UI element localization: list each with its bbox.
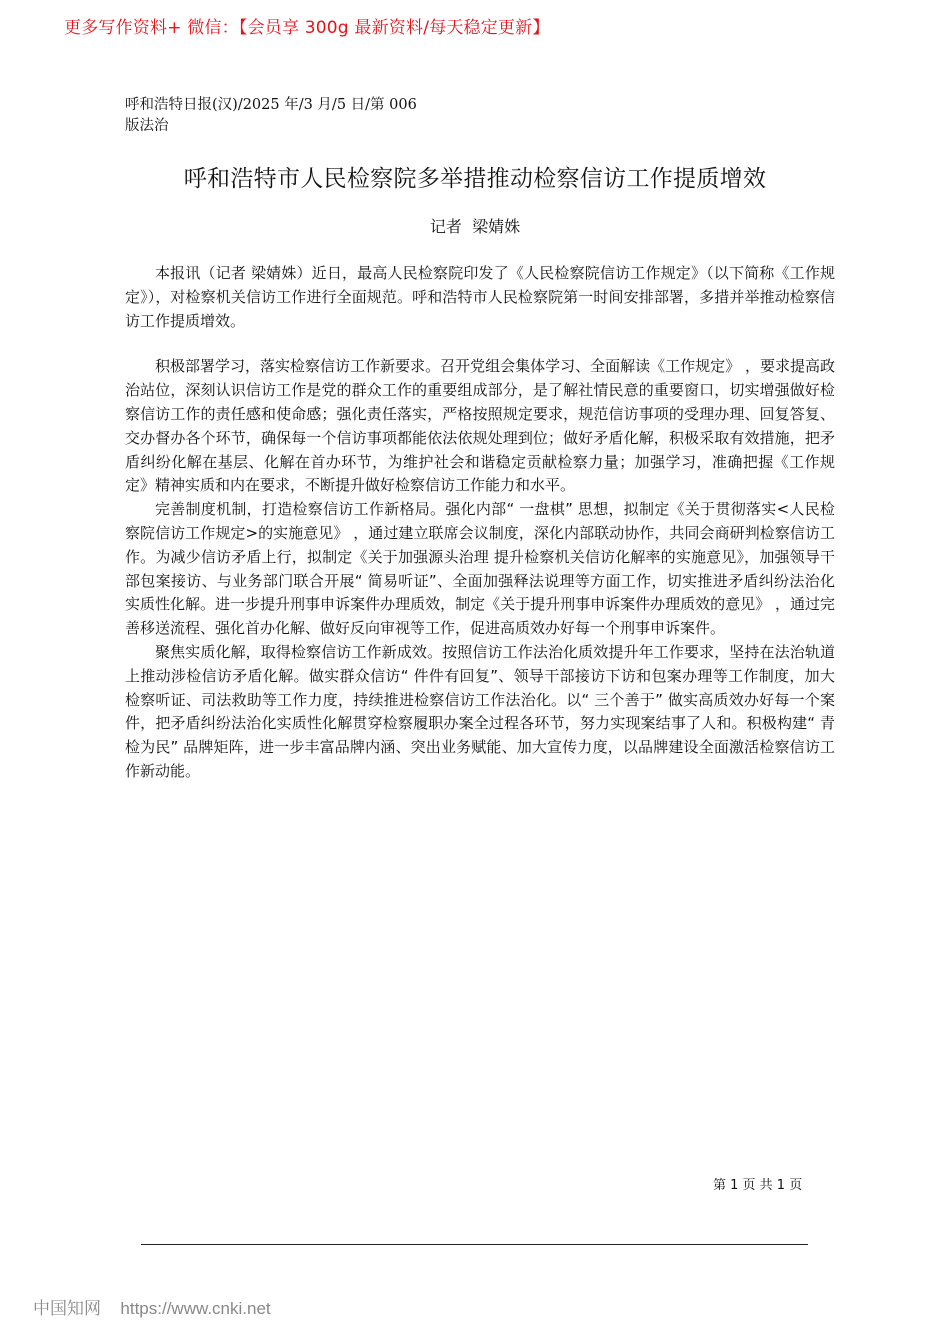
article-title: 呼和浩特市人民检察院多举措推动检察信访工作提质增效 [183,166,767,192]
cnki-watermark [33,1294,271,1319]
watermark-name: 中国知网 [33,1299,101,1319]
article-paragraph: 积极部署学习，落实检察信访工作新要求。召开党组会集体学习、全面解读《工作规定》 ，要求提高政治站位，深刻认识信访工作是党的群众工作的重要组成部分，是了解社情民意的重要窗口，切实增强做好检察信访工作的责任感和使命感；强化责任落实，严格按照规定要求，规范信访事项的受理办理、回复答复、交办督办各个环节，确保每一个信访事项都能依法依规处理到位；做好矛盾化解，积极采取有效措施，把矛盾纠纷化解在基层、化解在首办环节，为维护社会和谐稳定贡献检察力量；加强学习，准确把握《工作规定》精神实质和内在要求，不断提升做好检察信访工作能力和水平。 [125,357,835,495]
source-line-1: 呼和浩特日报(汉)/2025 年/3 月/5 日/第 006 [125,97,417,113]
promo-banner: 更多写作资料+ 微信：【会员享 300g 最新资料/每天稳定更新】 [64,18,550,38]
watermark-url: https://www.cnki.net [120,1299,271,1318]
article-byline: 记者 梁婧姝 [429,217,521,236]
article-body [125,262,835,784]
source-line-2: 版法治 [125,118,169,134]
page-counter: 第 1 页 共 1 页 [713,1178,803,1193]
article-paragraph: 聚焦实质化解，取得检察信访工作新成效。按照信访工作法治化质效提升年工作要求，坚持在法治轨道上推动涉检信访矛盾化解。做实群众信访“ 件件有回复”、领导干部接访下访和包案办理等工作制度，加大检察听证、司法救助等工作力度，持续推进检察信访工作法治化。以“ 三个善于” 做实高质效办好每一个案件，把矛盾纠纷法治化实质性化解贯穿检察履职办案全过程各环节，努力实现案结事了人和。积极构建“ 青检为民” 品牌矩阵，进一步丰富品牌内涵、突出业务赋能、加大宣传力度，以品牌建设全面激活检察信访工作新动能。 [125,642,835,780]
article-paragraph: 完善制度机制，打造检察信访工作新格局。强化内部“ 一盘棋” 思想，拟制定《关于贯彻落实<人民检察院信访工作规定>的实施意见》 ，通过建立联席会议制度，深化内部联动协作，共同会商研判检察信访工作。为减少信访矛盾上行，拟制定《关于加强源头治理 提升检察机关信访化解率的实施意见》，加强领导干部包案接访、与业务部门联合开展“ 简易听证”、全面加强释法说理等方面工作，切实推进矛盾纠纷法治化实质性化解。进一步提升刑事申诉案件办理质效，制定《关于提升刑事申诉案件办理质效的意见》 ，通过完善移送流程、强化首办化解、做好反向审视等工作，促进高质效办好每一个刑事申诉案件。 [125,500,835,638]
article-paragraph-lead: 本报讯（记者 梁婧姝）近日，最高人民检察院印发了《人民检察院信访工作规定》（以下简称《工作规定》），对检察机关信访工作进行全面规范。呼和浩特市人民检察院第一时间安排部署，多措并举推动检察信访工作提质增效。 [125,264,835,330]
footer-divider [141,1244,808,1245]
source-citation [125,95,485,137]
